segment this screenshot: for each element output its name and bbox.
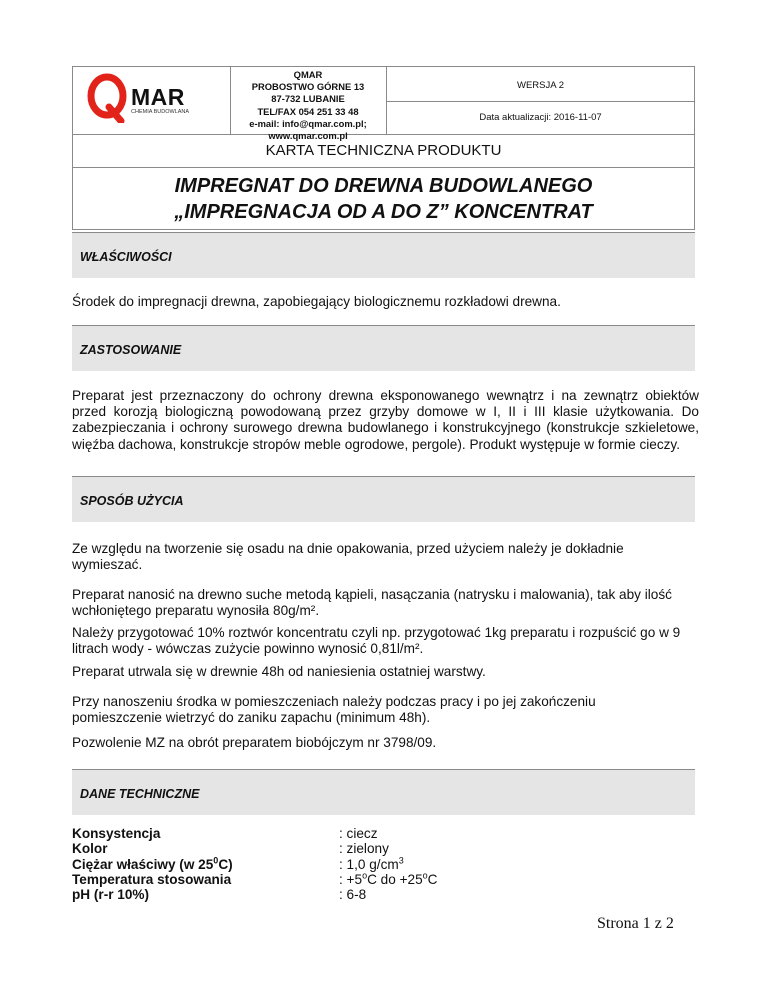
section-heading: SPOSÓB UŻYCIA	[80, 494, 184, 508]
label-kolor: Kolor	[72, 841, 108, 857]
label-temperatura: Temperatura stosowania	[72, 871, 232, 887]
value-temperatura	[339, 872, 437, 887]
section-zastosowanie	[72, 325, 695, 371]
company-phone: TEL/FAX 054 251 33 48	[257, 105, 359, 117]
product-title-line2: „IMPREGNACJA OD A DO Z” KONCENTRAT	[174, 201, 593, 223]
value-temp-sup2: o	[422, 870, 428, 881]
logo-word: MAR	[131, 84, 185, 110]
value-temp-unit: C	[427, 871, 438, 887]
wlasciwosci-text: Środek do impregnacji drewna, zapobiegający biologicznemu rozkładowi drewna.	[72, 294, 561, 309]
page-number: Strona 1 z 2	[597, 915, 674, 932]
product-title	[73, 168, 694, 225]
label-ph: pH (r-r 10%)	[72, 887, 150, 903]
sposob-paragraph-3: Należy przygotować 10% roztwór koncentratu czyli np. przygotować 1kg preparatu i rozpuścić go w 9 litrach wody - wówczas zużycie powinno wynosić 0,81l/m².	[72, 625, 681, 657]
value-kolor: : zielony	[339, 841, 389, 857]
value-konsystencja: : ciecz	[339, 826, 378, 841]
sposob-paragraph-2: Preparat nanosić na drewno suche metodą kąpieli, nasączania (natrysku i malowania), tak aby ilość wchłoniętego preparatu wynosiła 80g/m².	[72, 587, 672, 619]
label-ciezar-text: Ciężar właściwy (w 25	[72, 856, 214, 872]
label-konsystencja: Konsystencja	[72, 826, 161, 841]
sposob-paragraph-1: Ze względu na tworzenie się osadu na dnie opakowania, przed użyciem należy je dokładnie wymieszać.	[72, 541, 624, 573]
logo-subtitle: CHEMIA BUDOWLANA	[131, 109, 190, 115]
label-ciezar	[72, 857, 233, 872]
version-label: WERSJA 2	[387, 67, 694, 102]
sposob-paragraph-4: Preparat utrwala się w drewnie 48h od naniesienia ostatniej warstwy.	[72, 664, 486, 679]
section-sposob-uzycia	[72, 476, 695, 522]
company-street: PROBOSTWO GÓRNE 13	[251, 81, 365, 93]
section-wlasciwosci	[72, 232, 695, 278]
tech-values	[339, 826, 437, 902]
section-heading: DANE TECHNICZNE	[80, 787, 200, 801]
header-top-row	[73, 67, 694, 142]
value-temp-to: C do +25	[367, 871, 423, 887]
tech-labels	[72, 826, 233, 902]
product-title-line1: IMPREGNAT DO DREWNA BUDOWLANEGO	[174, 175, 593, 197]
section-heading: WŁAŚCIWOŚCI	[80, 250, 172, 264]
value-ciezar-sup: 3	[398, 855, 404, 866]
section-heading: ZASTOSOWANIE	[80, 343, 182, 357]
version-cell	[387, 67, 694, 134]
value-ph: : 6-8	[339, 887, 367, 903]
value-temp-from: : +5	[339, 871, 363, 887]
value-temp-sup1: o	[362, 870, 368, 881]
doc-type: KARTA TECHNICZNA PRODUKTU	[73, 134, 694, 168]
sposob-paragraph-5: Przy nanoszeniu środka w pomieszczeniach należy podczas pracy i po jej zakończeniu pomieszczenie wietrzyć do zaniku zapachu (minimum 48h).	[72, 694, 596, 726]
logo	[73, 67, 231, 134]
company-website: www.qmar.com.pl	[268, 130, 348, 142]
label-ciezar-sup: 0	[213, 855, 219, 866]
company-city: 87-732 LUBANIE	[271, 93, 345, 105]
company-name: QMAR	[293, 69, 323, 80]
sposob-paragraph-6: Pozwolenie MZ na obrót preparatem biobójczym nr 3798/09.	[72, 735, 437, 750]
logo-q-icon	[87, 73, 127, 123]
company-address	[230, 67, 387, 142]
zastosowanie-text: Preparat jest przeznaczony do ochrony drewna eksponowanego wewnątrz i na zewnątrz obiektów przed korozją biologiczną powodowaną przez grzyby domowe w I, II i III klasie użytkowania. Do zabezpieczania i ochrony surowego drewna budowlanego i konstrukcyjnego (konstrukcje szkieletowe, więźba dachowa, konstrukcje stropów meble ogrodowe, pergole). Produkt występuje w formie cieczy.	[72, 388, 699, 452]
header-box	[72, 66, 695, 230]
company-email: e-mail: info@qmar.com.pl;	[249, 117, 367, 129]
label-ciezar-unit: C)	[218, 856, 233, 872]
update-date: Data aktualizacji: 2016-11-07	[479, 112, 602, 123]
value-ciezar-text: : 1,0 g/cm	[339, 856, 399, 872]
section-dane-techniczne	[72, 769, 695, 815]
